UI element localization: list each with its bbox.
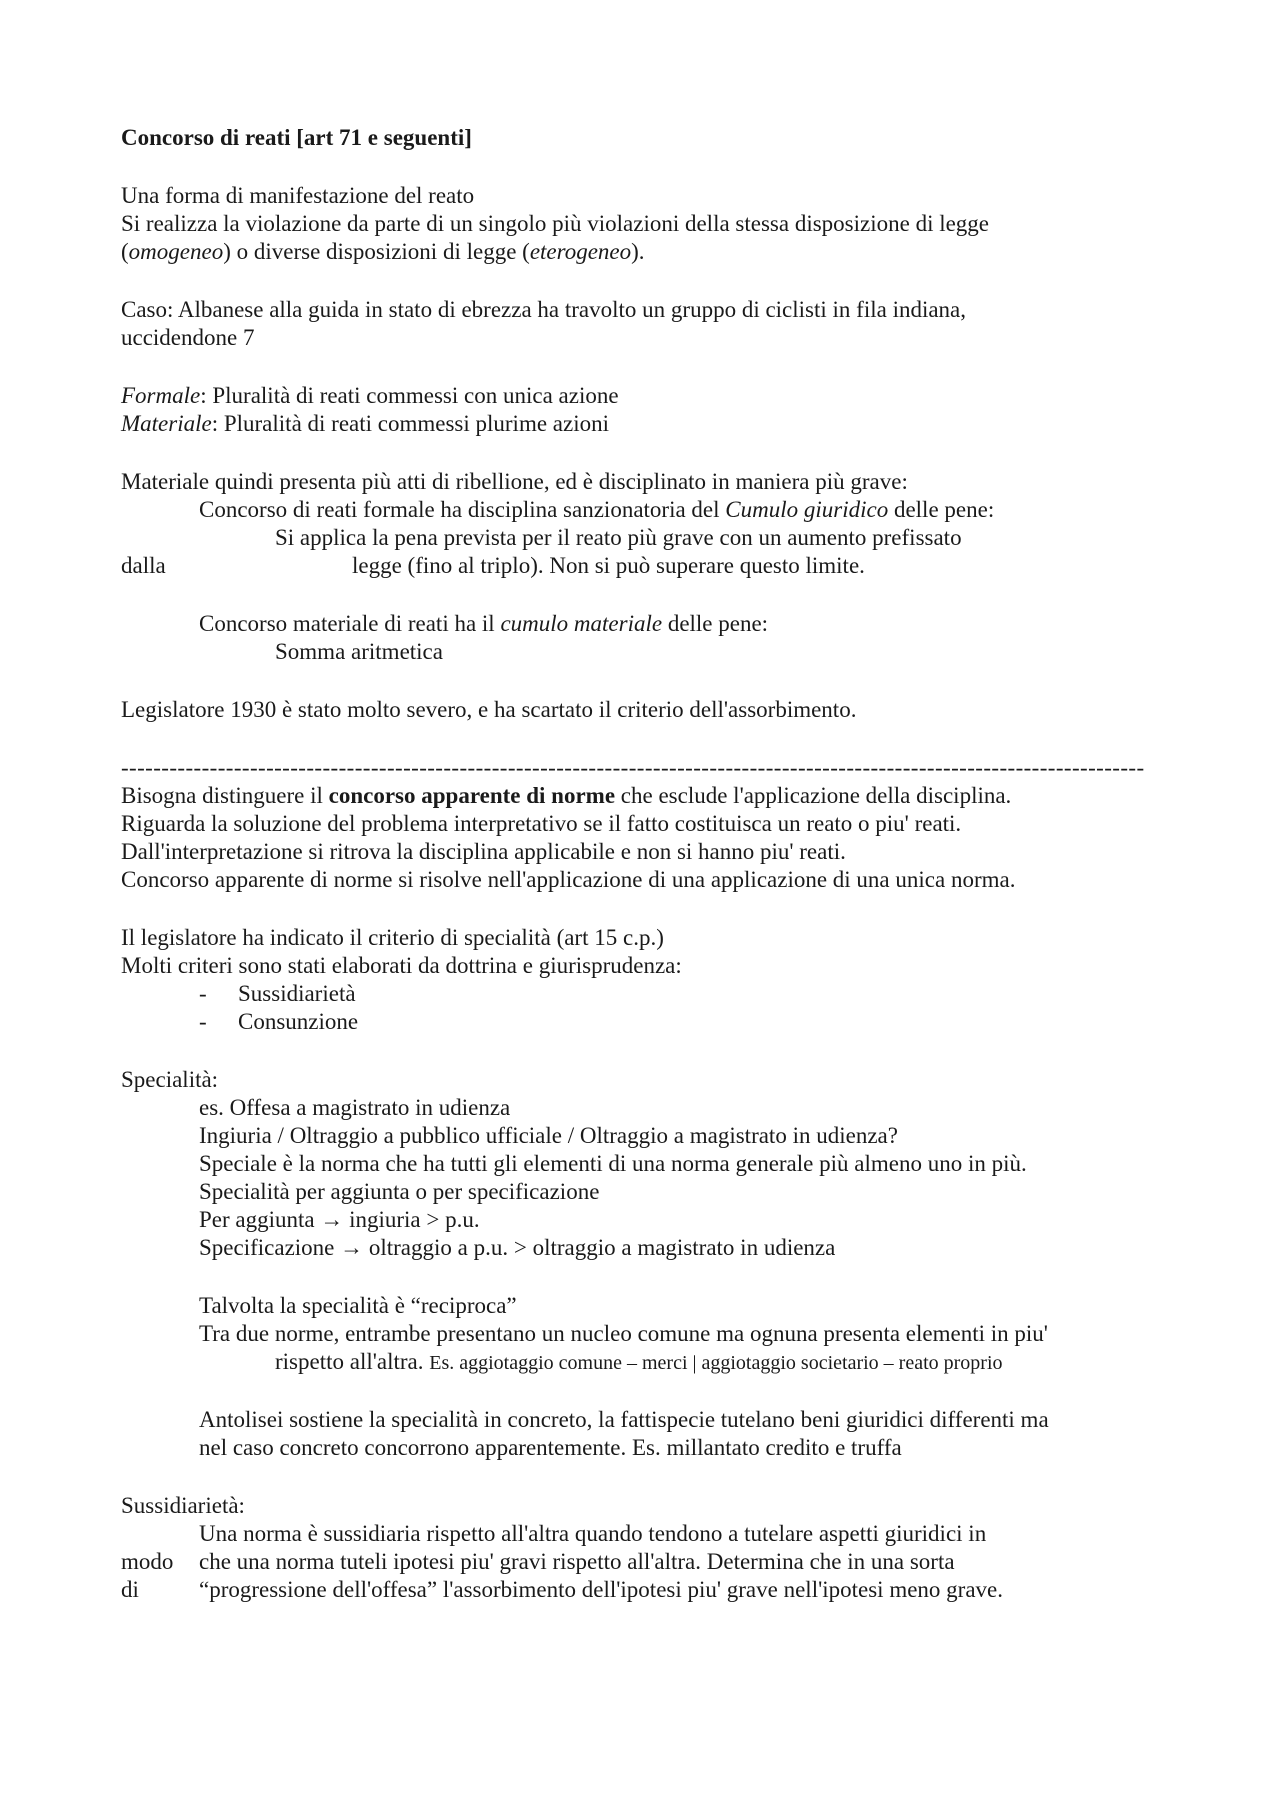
apparente-line-1: Bisogna distinguere il concorso apparente di norme che esclude l'applicazione della disciplina. (121, 783, 1012, 808)
apparente-line-3: Dall'interpretazione si ritrova la disciplina applicabile e non si hanno piu' reati. (121, 839, 846, 864)
sussidiarieta-line-2: che una norma tuteli ipotesi piu' gravi rispetto all'altra. Determina che in una sorta (199, 1549, 955, 1574)
sussidiarieta-margin-2: di (121, 1577, 139, 1602)
reciproca-line-2: Tra due norme, entrambe presentano un nucleo comune ma ognuna presenta elementi in piu' (199, 1321, 1048, 1346)
cumulo-giuridico-detail-1: Si applica la pena prevista per il reato più grave con un aumento prefissato (275, 525, 962, 550)
antolisei-line-1: Antolisei sostiene la specialità in concreto, la fattispecie tutelano beni giuridici differenti ma (199, 1407, 1049, 1432)
legislatore-line: Legislatore 1930 è stato molto severo, e ha scartato il criterio dell'assorbimento. (121, 697, 857, 722)
list-item: - Consunzione (199, 1009, 359, 1034)
section-divider: ------------------------------------------------------------------------------------------------------------------------------- (121, 755, 1145, 780)
doc-title: Concorso di reati [art 71 e seguenti] (121, 125, 472, 150)
apparente-line-2: Riguarda la soluzione del problema interpretativo se il fatto costituisca un reato o piu' reati. (121, 811, 962, 836)
specialita-line-5: Per aggiunta → ingiuria > p.u. (199, 1207, 480, 1232)
cumulo-giuridico-line: Concorso di reati formale ha disciplina sanzionatoria del Cumulo giuridico delle pene: (199, 497, 995, 522)
caso-line-2: uccidendone 7 (121, 325, 255, 350)
specialita-line-2: Ingiuria / Oltraggio a pubblico ufficiale / Oltraggio a magistrato in udienza? (199, 1123, 898, 1148)
sussidiarieta-margin-1: modo (121, 1549, 174, 1574)
list-item: - Sussidiarietà (199, 981, 356, 1006)
reciproca-line-1: Talvolta la specialità è “reciproca” (199, 1293, 517, 1318)
cumulo-materiale-line: Concorso materiale di reati ha il cumulo materiale delle pene: (199, 611, 769, 636)
specialita-line-6: Specificazione → oltraggio a p.u. > oltraggio a magistrato in udienza (199, 1235, 836, 1260)
formale-line: Formale: Pluralità di reati commessi con unica azione (121, 383, 619, 408)
materiale-line: Materiale: Pluralità di reati commessi plurime azioni (121, 411, 609, 436)
caso-line-1: Caso: Albanese alla guida in stato di ebrezza ha travolto un gruppo di ciclisti in fila indiana, (121, 297, 967, 322)
cumulo-materiale-detail: Somma aritmetica (275, 639, 443, 664)
intro-line-2: Si realizza la violazione da parte di un singolo più violazioni della stessa disposizione di legge (121, 211, 990, 236)
intro-line-1: Una forma di manifestazione del reato (121, 183, 475, 208)
specialita-heading: Specialità: (121, 1067, 219, 1092)
cumulo-giuridico-detail-2b: legge (fino al triplo). Non si può superare questo limite. (352, 553, 865, 578)
criteri-line-1: Il legislatore ha indicato il criterio di specialità (art 15 c.p.) (121, 925, 664, 950)
criteri-line-2: Molti criteri sono stati elaborati da dottrina e giurisprudenza: (121, 953, 682, 978)
specialita-line-4: Specialità per aggiunta o per specificazione (199, 1179, 600, 1204)
sussidiarieta-heading: Sussidiarietà: (121, 1493, 245, 1518)
specialita-line-3: Speciale è la norma che ha tutti gli elementi di una norma generale più almeno uno in più. (199, 1151, 1027, 1176)
specialita-line-1: es. Offesa a magistrato in udienza (199, 1095, 511, 1120)
sussidiarieta-line-3: “progressione dell'offesa” l'assorbimento dell'ipotesi piu' grave nell'ipotesi meno grave. (199, 1577, 1003, 1602)
intro-line-3: (omogeneo) o diverse disposizioni di legge (eterogeneo). (121, 239, 645, 264)
sussidiarieta-line-1: Una norma è sussidiaria rispetto all'altra quando tendono a tutelare aspetti giuridici in (199, 1521, 987, 1546)
materiale-desc: Materiale quindi presenta più atti di ribellione, ed è disciplinato in maniera più grave: (121, 469, 908, 494)
antolisei-line-2: nel caso concreto concorrono apparentemente. Es. millantato credito e truffa (199, 1435, 902, 1460)
cumulo-giuridico-detail-2a: dalla (121, 553, 166, 578)
apparente-line-4: Concorso apparente di norme si risolve nell'applicazione di una applicazione di una unica norma. (121, 867, 1016, 892)
reciproca-line-3: rispetto all'altra. Es. aggiotaggio comune – merci | aggiotaggio societario – reato proprio (275, 1349, 1003, 1374)
